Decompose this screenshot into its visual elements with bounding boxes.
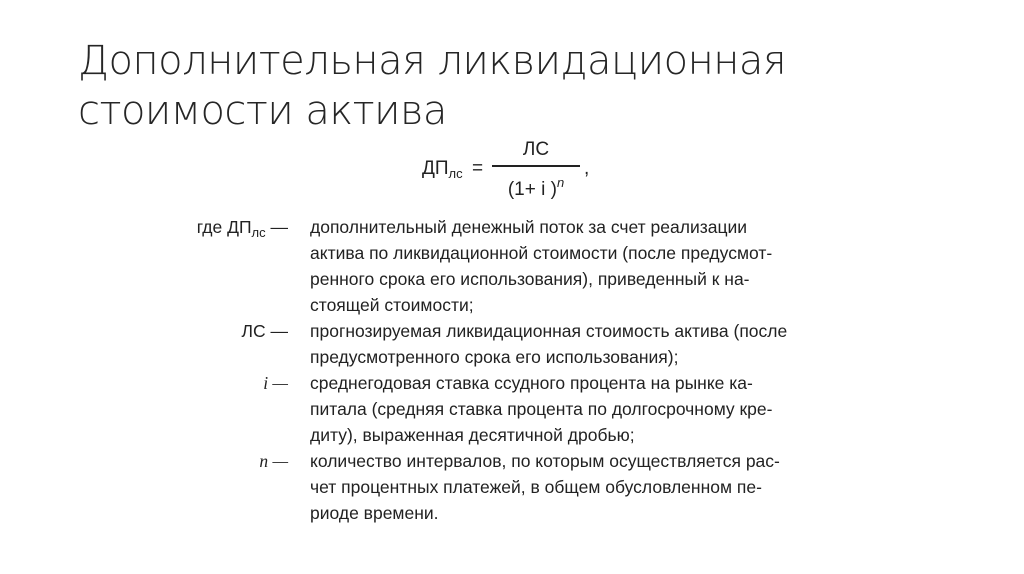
definition-line: актива по ликвидационной стоимости (после предусмот- xyxy=(310,243,773,263)
definition-term xyxy=(160,448,288,474)
definition-line: чет процентных платежей, в общем обусловленном пе- xyxy=(310,477,762,497)
title-line-2: стоимости актива xyxy=(78,88,447,134)
definition-subscript: лс xyxy=(251,225,266,240)
definition-line: стоящей стоимости; xyxy=(310,295,474,315)
definition-term xyxy=(160,370,288,396)
formula-lhs-symbol: ДП xyxy=(422,158,449,179)
formula-equals: = xyxy=(472,158,484,179)
definitions-list xyxy=(160,214,860,526)
definition-n xyxy=(160,448,860,526)
definition-term-italic: n — xyxy=(259,451,288,471)
fraction-bar xyxy=(492,165,580,167)
definition-line: диту), выраженная десятичной дробью; xyxy=(310,425,635,445)
formula-denominator-base: (1+ i ) xyxy=(507,179,557,200)
formula-exponent: n xyxy=(556,175,565,190)
definition-ls xyxy=(160,318,860,370)
formula-lhs xyxy=(422,158,463,181)
formula-comma: , xyxy=(584,158,590,179)
formula-lhs-subscript: лс xyxy=(448,166,463,181)
slide-title xyxy=(78,36,958,136)
definition-term xyxy=(160,214,288,246)
definition-line: прогнозируемая ликвидационная стоимость актива (после xyxy=(310,321,788,341)
definition-text xyxy=(310,448,842,526)
formula-denominator xyxy=(492,171,580,200)
definition-dp xyxy=(160,214,860,318)
definition-line: дополнительный денежный поток за счет реализации xyxy=(310,217,748,237)
definition-line: питала (средняя ставка процента по долгосрочному кре- xyxy=(310,399,773,419)
definition-line: предусмотренного срока его использования); xyxy=(310,347,679,367)
formula-fraction xyxy=(492,138,580,200)
definition-line: количество интервалов, по которым осуществляется рас- xyxy=(310,451,780,471)
title-line-1: Дополнительная ликвидационная xyxy=(78,38,787,84)
definition-line: среднегодовая ставка ссудного процента на рынке ка- xyxy=(310,373,753,393)
scanned-text-block xyxy=(160,130,860,530)
definition-line: риоде времени. xyxy=(310,503,439,523)
definition-text xyxy=(310,318,842,370)
definition-prefix: где ДП xyxy=(196,217,252,237)
definition-text xyxy=(310,214,842,318)
definition-i xyxy=(160,370,860,448)
formula-numerator: ЛС xyxy=(522,139,550,160)
definition-line: ренного срока его использования), приведенный к на- xyxy=(310,269,750,289)
definition-dash: — xyxy=(265,217,288,237)
definition-term-italic: i — xyxy=(263,373,288,393)
definition-text xyxy=(310,370,842,448)
definition-term: ЛС — xyxy=(241,321,288,341)
